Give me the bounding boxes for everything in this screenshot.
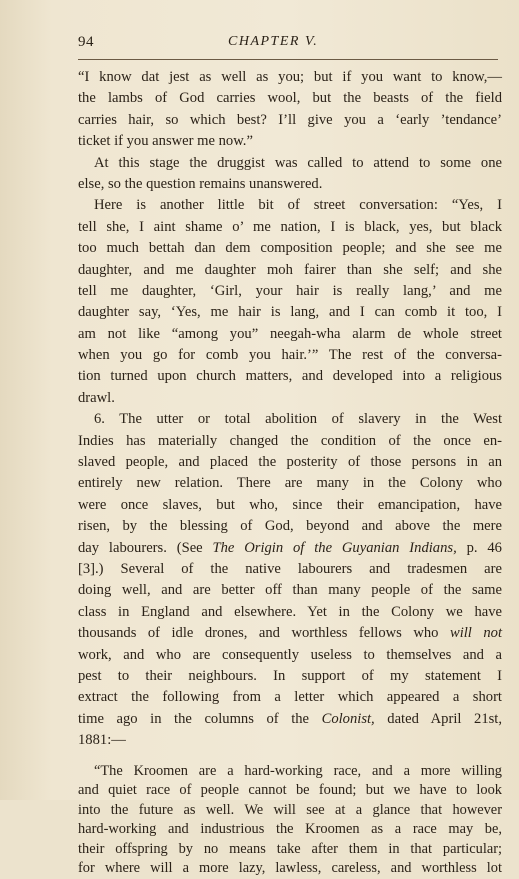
header-rule — [78, 59, 498, 60]
text-line: “I know dat jest as well as you; but if you want to know,— — [78, 67, 502, 88]
text-line: were once slaves, but who, since their emancipation, have — [78, 495, 502, 516]
text-line: tell me daughter, ‘Girl, your hair is really lang,’ and me — [78, 281, 502, 302]
text-line-with-emphasis — [78, 623, 502, 644]
text-line: daughter say, ‘Yes, me hair is lang, and I can comb it too, I — [78, 302, 502, 323]
text-line: class in England and elsewhere. Yet in the Colony we have — [78, 602, 502, 623]
page-number: 94 — [78, 34, 94, 51]
text-line-with-newspaper — [78, 709, 502, 730]
emphasis-will-not: will not — [450, 625, 502, 641]
text-line: when you go for comb you hair.’” The rest of the conversa- — [78, 345, 502, 366]
reference-title: The Origin of the Guyanian Indians, — [213, 540, 457, 556]
text-line: too much bettah dan dem composition people; and she see me — [78, 238, 502, 259]
text-line: else, so the question remains unanswered. — [78, 174, 502, 195]
text-line: the lambs of God carries wool, but the beasts of the field — [78, 88, 502, 109]
text-run: time ago in the columns of the — [78, 711, 322, 727]
text-line: [3].) Several of the native labourers and tradesmen are — [78, 559, 502, 580]
text-line: carries hair, so which best? I’ll give you a ‘early ’tendance’ — [78, 110, 502, 131]
text-run: dated April 21st, — [375, 711, 502, 727]
body-text — [78, 67, 502, 879]
running-head: CHAPTER V. — [228, 34, 318, 50]
text-line: tell she, I aint shame o’ me nation, I is black, yes, but black — [78, 217, 502, 238]
letter-quote — [78, 762, 502, 879]
text-line: pest to their neighbours. In support of my statement I — [78, 666, 502, 687]
text-line: tion turned upon church matters, and developed into a religious — [78, 366, 502, 387]
text-line: am not like “among you” neegah-wha alarm de whole street — [78, 324, 502, 345]
text-line: daughter, and me daughter moh fairer than she self; and she — [78, 260, 502, 281]
quote-line: their offspring by no means take after them in that particular; — [78, 840, 502, 860]
text-line: drawl. — [78, 388, 502, 409]
text-run: day labourers. (See — [78, 540, 213, 556]
text-line: doing well, and are better off than many people of the same — [78, 580, 502, 601]
text-line: 6. The utter or total abolition of slavery in the West — [78, 409, 502, 430]
text-line: Here is another little bit of street conversation: “Yes, I — [78, 195, 502, 216]
text-line-with-reference — [78, 538, 502, 559]
text-run: thousands of idle drones, and worthless fellows who — [78, 625, 450, 641]
reference-page: p. 46 — [457, 540, 502, 556]
text-line: ticket if you answer me now.” — [78, 131, 502, 152]
paragraph-gap — [78, 752, 502, 762]
text-line: At this stage the druggist was called to attend to some one — [78, 153, 502, 174]
text-line: extract the following from a letter which appeared a short — [78, 687, 502, 708]
quote-line: hard-working and industrious the Kroomen as a race may be, — [78, 820, 502, 840]
text-line: work, and who are consequently useless to themselves and a — [78, 645, 502, 666]
text-line: 1881:— — [78, 730, 502, 751]
text-line: slaved people, and placed the posterity of those persons in an — [78, 452, 502, 473]
text-line: Indies has materially changed the condition of the once en- — [78, 431, 502, 452]
text-line: entirely new relation. There are many in the Colony who — [78, 473, 502, 494]
page-header — [78, 34, 498, 54]
quote-line: and quiet race of people cannot be found; but we have to look — [78, 781, 502, 801]
quote-line: for where will a more lazy, lawless, careless, and worthless lot — [78, 859, 502, 879]
newspaper-name: Colonist, — [322, 711, 375, 727]
quote-line: “The Kroomen are a hard-working race, and a more willing — [78, 762, 502, 782]
quote-line: into the future as well. We will see at a glance that however — [78, 801, 502, 821]
text-line: risen, by the blessing of God, beyond and above the mere — [78, 516, 502, 537]
